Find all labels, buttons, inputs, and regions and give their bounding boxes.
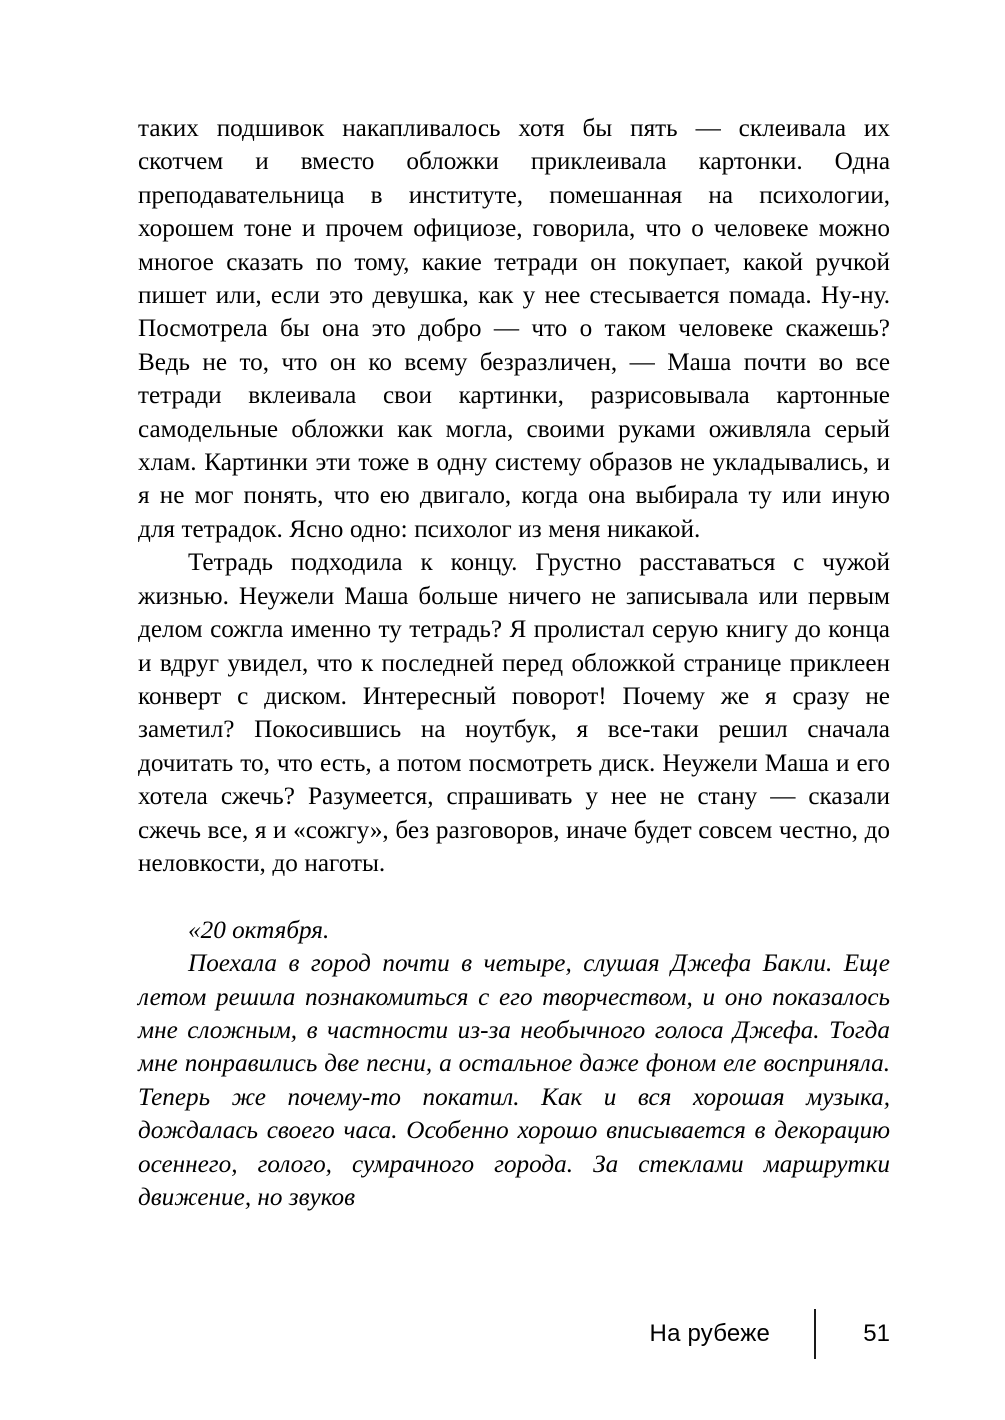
diary-entry-body: Поехала в город почти в четыре, слушая Джефа Бакли. Еще летом решила познакомиться с его творчеством, и оно показалось мне сложным, в частности из-за необычного голоса Джефа. Тогда мне понравились две песни, а остальное даже фоном еле восприняла. Теперь же почему-то покатил. Как и вся хорошая музыка, дождалась своего часа. Особенно хорошо вписывается в декорацию осеннего, голого, сумрачного города. За стеклами маршрутки движение, но звуков (138, 950, 890, 1211)
paragraph-notebook-ending: Тетрадь подходила к концу. Грустно расставаться с чужой жизнью. Неужели Маша больше ничего не записывала или первым делом сожгла именно ту тетрадь? Я пролистал серую книгу до конца и вдруг увидел, что к последней перед обложкой странице приклеен конверт с диском. Интересный поворот! Почему же я сразу не заметил? Покосившись на ноутбук, я все-таки решил сначала дочитать то, что есть, а потом посмотреть диск. Неужели Маша и его хотела сжечь? Разумеется, спрашивать у нее не стану — сказали сжечь все, я и «сожгу», без разговоров, иначе будет совсем честно, до неловкости, до наготы. (138, 549, 890, 877)
running-head: На рубеже (649, 1320, 770, 1347)
diary-entry-date: «20 октября. (188, 916, 330, 944)
paragraph-continued: таких подшивок накапливалось хотя бы пять — склеивала их скотчем и вместо обложки приклеивала картонки. Одна преподавательница в институте, помешанная на психологии, хорошем тоне и прочем официозе, говорила, что о человеке можно многое сказать по тому, какие тетради он покупает, какой ручкой пишет или, если это девушка, как у нее стесывается помада. Ну-ну. Посмотрела бы она это добро — что о таком человеке скажешь? Ведь не то, что он ко всему безразличен, — Маша почти во все тетради вклеивала свои картинки, разрисовывала картонные самодельные обложки как могла, своими руками оживляла серый хлам. Картинки эти тоже в одну систему образов не укладывались, и я не мог понять, что ею двигало, когда она выбирала ту или иную для тетрадок. Ясно одно: психолог из меня никакой. (138, 115, 890, 543)
page-number: 51 (863, 1320, 890, 1347)
page-footer (0, 1308, 890, 1360)
diary-entry-block (138, 914, 890, 1215)
footer-divider (814, 1309, 816, 1359)
text-column (138, 112, 890, 1214)
paragraph-spacer (138, 880, 890, 913)
